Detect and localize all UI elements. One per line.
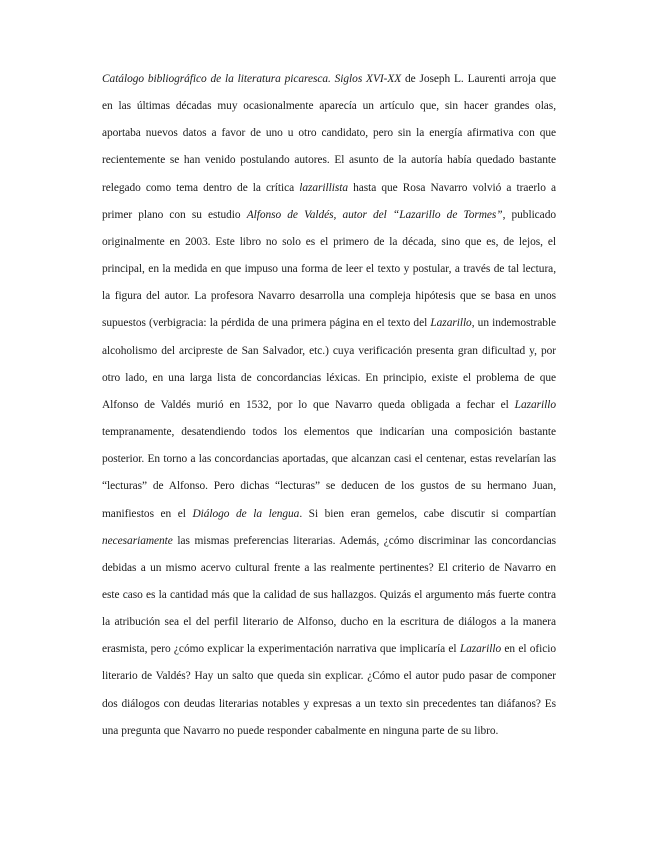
- text-run: las mismas preferencias literarias. Además, ¿cómo discriminar las concordancias debidas a un mismo acervo cultural frente a las realmente pertinentes? El criterio de Navarro en este caso es la cantidad más que la calidad de sus hallazgos. Quizás el argumento más fuerte contra la atribución sea el del perfil literario de Alfonso, ducho en la escritura de diálogos a la manera erasmista, pero ¿cómo explicar la experimentación narrativa que implicaría el: [102, 534, 556, 656]
- body-paragraph: [102, 66, 556, 745]
- text-run: tempranamente, desatendiendo todos los elementos que indicarían una composición bastante posterior. En torno a las concordancias aportadas, que alcanzan casi el centenar, estas revelarían las “lecturas” de Alfonso. Pero dichas “lecturas” se deducen de los gustos de su hermano Juan, manifiestos en el: [102, 426, 556, 520]
- book-title-alfonso-de-valdes: Alfonso de Valdés, autor del “Lazarillo de Tormes”: [246, 208, 503, 221]
- document-page: [102, 66, 556, 745]
- term-lazarillista: lazarillista: [299, 181, 349, 194]
- text-run: , un indemostrable alcoholismo del arcipreste de San Salvador, etc.) cuya verificación presenta gran dificultad y, por otro lado, en una larga lista de concordancias léxicas. En principio, existe el problema de que Alfonso de Valdés murió en 1532, por lo que Navarro queda obligada a fechar el: [102, 317, 557, 411]
- text-run: de Joseph L. Laurenti arroja que en las últimas décadas muy ocasionalmente aparecía un artículo que, sin hacer grandes olas, aportaba nuevos datos a favor de uno u otro candidato, pero sin la energía afirmativa con que recientemente se han venido postulando autores. El asunto de la autoría había quedado bastante relegado como tema dentro de la crítica: [102, 73, 556, 194]
- text-run: , publicado originalmente en 2003. Este libro no solo es el primero de la década, sino que es, de lejos, el principal, en la medida en que impuso una forma de leer el texto y postular, a través de tal lectura, la figura del autor. La profesora Navarro desarrolla una compleja hipótesis que se basa en unos supuestos (verbigracia: la pérdida de una primera página en el texto del: [102, 208, 556, 330]
- work-title-dialogo-de-la-lengua: Diálogo de la lengua: [192, 507, 300, 520]
- work-title-lazarillo: Lazarillo: [459, 643, 502, 656]
- text-run: en el oficio literario de Valdés? Hay un salto que queda sin explicar. ¿Cómo el autor pudo pasar de componer dos diálogos con deudas literarias notables y expresas a un texto sin precedentes tan diáfanos? Es una pregunta que Navarro no puede responder cabalmente en ninguna parte de su libro.: [102, 643, 556, 737]
- text-run: . Si bien eran gemelos, cabe discutir si compartían: [299, 507, 557, 520]
- book-title-catalogo: Catálogo bibliográfico de la literatura picaresca. Siglos XVI-XX: [102, 73, 402, 85]
- text-run: hasta que Rosa Navarro volvió a traerlo a primer plano con su estudio: [102, 181, 556, 221]
- work-title-lazarillo: Lazarillo: [514, 398, 556, 411]
- emphasis-necesariamente: necesariamente: [102, 534, 173, 547]
- work-title-lazarillo: Lazarillo: [430, 317, 472, 330]
